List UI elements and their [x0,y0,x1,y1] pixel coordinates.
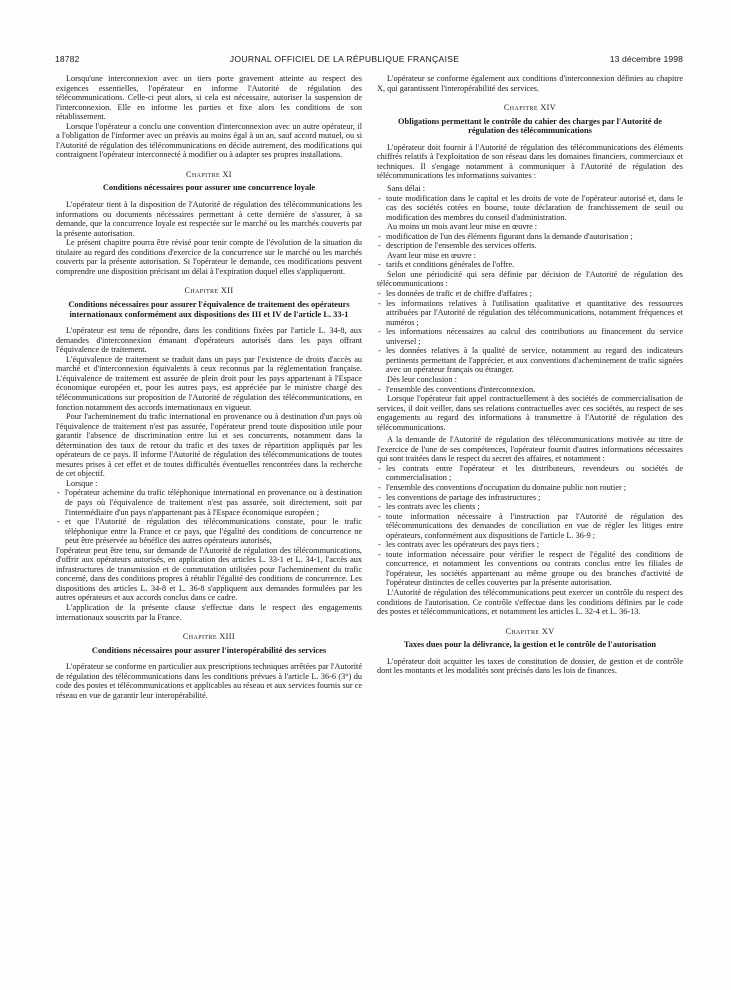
page-number: 18782 [55,54,80,64]
left-column [56,74,362,700]
paragraph: Sans délai : [387,184,426,194]
paragraph: Lorsqu'une interconnexion avec un tiers porte gravement atteinte au respect des exigences essentielles, l'opérateur en informe l'Autorité de régulation des télécommunications. Celle-ci peut alors, si cela est nécessaire, autoriser la suspension de l'interconnexion. Elle en informe les parties et fixe alors les conditions de son rétablissement. [56,74,362,122]
paragraph: Au moins un mois avant leur mise en œuvre : [387,222,538,232]
journal-title: JOURNAL OFFICIEL DE LA RÉPUBLIQUE FRANÇAISE [229,54,460,64]
list-item: - les conventions de partage des infrastructures ; [377,493,683,503]
text-columns [56,74,683,700]
paragraph: L'équivalence de traitement se traduit dans un pays par l'existence de droits d'accès au marché et d'interconnexion équivalents à ceux reconnus par la réglementation française. L'équivalence de traitement est assurée de plein droit pour les pays appartenant à l'Espace économique européen et, pour les autres pays, est appréciée par le ministre chargé des télécommunications sur proposition de l'Autorité de régulation des télécommunications, en fonction notamment des accords internationaux en vigueur. [56,354,362,412]
paragraph: L'opérateur doit fournir à l'Autorité de régulation des télécommunications des éléments chiffrés relatifs à l'exploitation de son réseau dans les domaines financiers, commerciaux et techniques. Il s'engage notamment à communiquer à l'Autorité de régulation des télécommunications les informations suivantes : [377,142,683,181]
paragraph: Selon une périodicité qui sera définie par décision de l'Autorité de régulation des télécommunications : [377,269,683,289]
dash-list [377,289,683,375]
dash-list [377,194,683,223]
paragraph: Lorsque : [66,478,98,488]
dash-list [377,464,683,588]
list-item: - description de l'ensemble des services offerts. [377,241,683,251]
list-item: - et que l'Autorité de régulation des télécommunications constate, pour le trafic téléphonique entre la France et ce pays, que l'égalité des conditions de concurrence ne peut être préservée au bénéfice des autres opérateurs autorisés, [56,517,362,546]
list-item: - les données relatives à la qualité de service, notamment au regard des indicateurs pertinents permettant de l'apprécier, et aux conventions d'acheminement de trafic signées avec un opérateur français ou étranger. [377,346,683,375]
page-header [55,54,683,64]
dash-list [377,385,683,395]
list-item: - les informations nécessaires au calcul des contributions au financement du service universel ; [377,327,683,346]
paragraph: l'opérateur peut être tenu, sur demande de l'Autorité de régulation des télécommunications, d'offrir aux opérateurs autorisés, en application des articles L. 33-1 et L. 34-1, l'accès aux infrastructures de transmission et de commutation utilisées pour l'acheminement du trafic concerné, dans des conditions propres à rétablir l'égalité des conditions de concurrence. Les dispositions des articles L. 34-8 et L. 36-8 s'appliquent aux demandes formulées par les autres opérateurs et aux accords conclus dans ce cadre. [56,545,362,603]
chapter-label: Chapitre XV [505,626,555,636]
list-item: - les données de trafic et de chiffre d'affaires ; [377,289,683,299]
paragraph: L'Autorité de régulation des télécommunications peut exercer un contrôle du respect des conditions de l'autorisation. Ce contrôle s'effectue dans les conditions définies par le code des postes et télécommunications, et notamment les articles L. 32-4 et L. 36-13. [377,587,683,617]
paragraph: Le présent chapitre pourra être révisé pour tenir compte de l'évolution de la situation du titulaire au regard des conditions d'exercice de la concurrence sur le marché ou les marchés couverts par la présente autorisation. Si l'opérateur le demande, ces modifications peuvent comprendre une disposition précisant un délai à l'expiration duquel elles s'appliqueront. [56,238,362,276]
paragraph: Lorsque l'opérateur a conclu une convention d'interconnexion avec un autre opérateur, il a l'obligation de l'informer avec un préavis au moins égal à un an, sauf accord mutuel, ou si l'Autorité de régulation des télécommunications en décide autrement, des modifications qui contraignent l'opérateur interconnecté à modifier ou à adapter ses propres installations. [56,121,362,160]
paragraph: A la demande de l'Autorité de régulation des télécommunications motivée au titre de l'exercice de l'une de ses compétences, l'opérateur fournit d'autres informations nécessaires qui sont traitées dans le respect du secret des affaires, et notamment : [377,435,683,464]
chapter-title: Conditions nécessaires pour assurer l'équivalence de traitement des opérateurs internationaux conformément aux dispositions des III et IV de l'article L. 33-1 [68,299,350,319]
paragraph: L'application de la présente clause s'effectue dans le respect des engagements internationaux souscrits par la France. [56,603,362,622]
paragraph: L'opérateur se conforme également aux conditions d'interconnexion définies au chapitre X, qui garantissent l'interopérabilité des services. [377,74,683,93]
list-item: - toute information nécessaire à l'instruction par l'Autorité de régulation des télécommunications des demandes de conciliation en vue de régler les litiges entre opérateurs, conformément aux dispositions de l'article L. 36-9 ; [377,512,683,541]
paragraph: Lorsque l'opérateur fait appel contractuellement à des sociétés de commercialisation de services, il doit veiller, dans ses relations contractuelles avec ces sociétés, au respect de ses engagements au regard des informations à transmettre à l'Autorité de régulation des télécommunications. [377,394,683,432]
list-item: - toute information nécessaire pour vérifier le respect de l'égalité des conditions de concurrence, et notamment les conventions ou contrats conclus entre les filiales de l'opérateur, les sociétés appartenant au même groupe ou des branches d'activité de l'opérateur distinctes de celles couvertes par la présente autorisation. [377,550,683,588]
list-item: - l'ensemble des conventions d'interconnexion. [377,385,683,395]
paragraph: L'opérateur est tenu de répondre, dans les conditions fixées par l'article L. 34-8, aux demandes d'interconnexion émanant d'opérateurs autorisés dans les pays offrant l'équivalence de traitement. [56,326,362,355]
chapter-title: Conditions nécessaires pour assurer l'interopérabilité des services [91,645,327,655]
list-item: - modification de l'un des éléments figurant dans la demande d'autorisation ; [377,232,683,242]
list-item: - les contrats entre l'opérateur et les distributeurs, revendeurs ou sociétés de commercialisation ; [377,464,683,483]
paragraph: Avant leur mise en œuvre : [387,250,476,260]
chapter-label: Chapitre XII [184,286,234,296]
chapter-title: Obligations permettant le contrôle du cahier des charges par l'Autorité de régulation des télécommunications [398,116,662,136]
dash-list [56,488,362,545]
paragraph: Dès leur conclusion : [387,374,457,384]
list-item: - tarifs et conditions générales de l'offre. [377,260,683,270]
right-column [377,74,683,700]
chapter-title: Taxes dues pour la délivrance, la gestion et le contrôle de l'autorisation [403,640,657,650]
chapter-title: Conditions nécessaires pour assurer une concurrence loyale [102,183,316,193]
paragraph: L'opérateur doit acquitter les taxes de constitution de dossier, de gestion et de contrôle dont les montants et les modalités sont précisés dans les lois de finances. [377,656,683,676]
chapter-label: Chapitre XI [186,169,232,179]
dash-list [377,232,683,251]
paragraph: L'opérateur se conforme en particulier aux prescriptions techniques arrêtées par l'Autorité de régulation des télécommunications dans les conditions prévues à l'article L. 36-6 (3°) du code des postes et télécommunications et applicables au réseau et aux services fournis sur ce réseau en vue de garantir leur interopérabilité. [56,662,362,700]
list-item: - toute modification dans le capital et les droits de vote de l'opérateur autorisé et, dans le cas des sociétés cotées en bourse, toute déclaration de franchissement de seuil ou modification des membres du conseil d'administration. [377,194,683,223]
issue-date: 13 décembre 1998 [609,54,683,64]
paragraph: Pour l'acheminement du trafic international en provenance ou à destination d'un pays où l'équivalence de traitement n'est pas assurée, l'opérateur prend toute disposition utile pour garantir l'absence de discrimination entre lui et ses concurrents, notamment dans la détermination des taux de retour du trafic et des taxes de répartition appliqués par les opérateurs de ce pays. Il informe l'Autorité de régulation des télécommunications de toutes mesures prises à cet effet et de toutes difficultés éventuelles rencontrées dans la recherche de cet objectif. [56,412,362,479]
list-item: - les contrats avec les clients ; [377,502,683,512]
list-item: - les informations relatives à l'utilisation qualitative et quantitative des ressources attribuées par l'Autorité de régulation des télécommunications, notamment fréquences et numéros ; [377,299,683,328]
list-item: - les contrats avec les opérateurs des pays tiers ; [377,540,683,550]
paragraph: L'opérateur tient à la disposition de l'Autorité de régulation des télécommunications les informations ou documents nécessaires permettant à cette dernière de s'assurer, à sa demande, que la concurrence loyale est respectée sur le marché ou les marchés couverts par la présente autorisation. [56,200,362,238]
chapter-label: Chapitre XIII [182,632,236,642]
chapter-label: Chapitre XIV [503,103,557,113]
list-item: - l'ensemble des conventions d'occupation du domaine public non routier ; [377,483,683,493]
list-item: - l'opérateur achemine du trafic téléphonique international en provenance ou à destination de pays où l'équivalence de traitement n'est pas assurée, soit directement, soit par l'intermédiaire d'un pays n'appartenant pas à l'Espace économique européen ; [56,488,362,517]
dash-list [377,260,683,270]
